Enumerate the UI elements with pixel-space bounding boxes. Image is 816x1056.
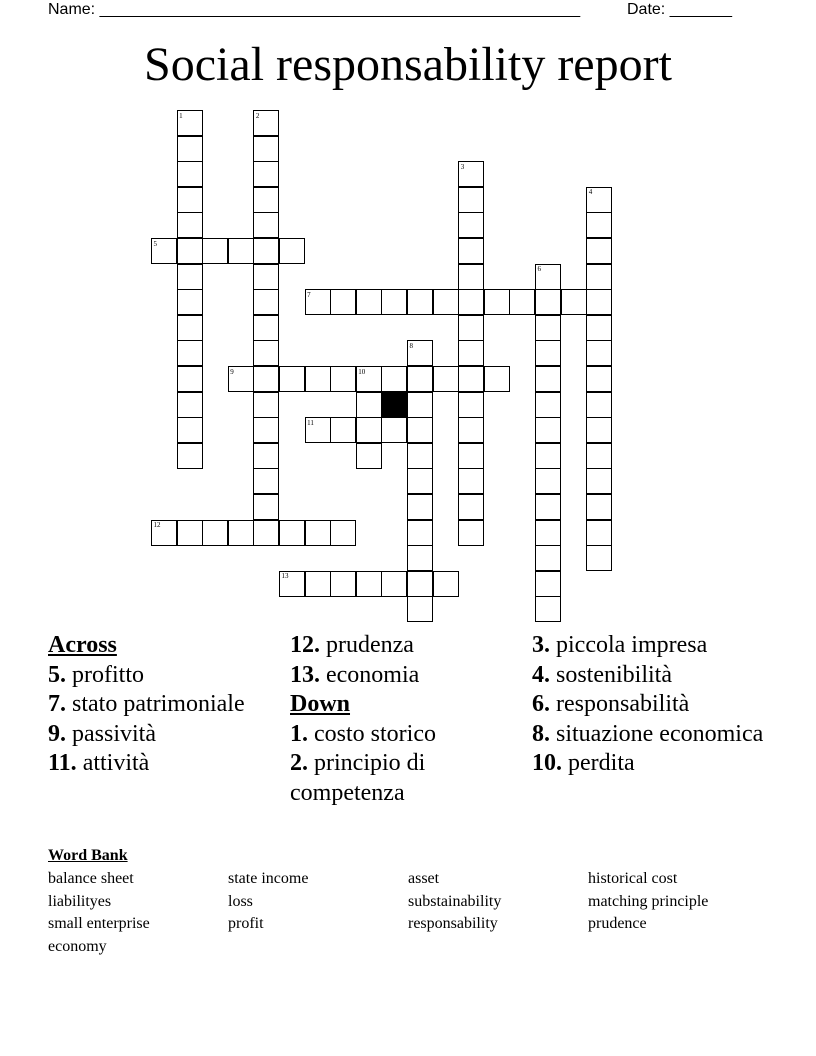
word-bank-item: responsability (408, 915, 498, 932)
clue-number-label: 6. (532, 691, 550, 717)
clue-item (48, 661, 278, 691)
word-bank-item: prudence (588, 915, 647, 932)
grid-cell[interactable] (228, 520, 254, 546)
word-bank-item: balance sheet (48, 870, 134, 887)
clue-number-label: 10. (532, 750, 562, 776)
grid-cell[interactable] (407, 289, 433, 315)
clue-number-label: 3. (532, 632, 550, 658)
grid-cell[interactable] (586, 494, 612, 520)
clue-text: piccola impresa (550, 632, 708, 658)
grid-cell[interactable] (458, 366, 484, 392)
date-field-label: Date: _______ (627, 1, 732, 18)
grid-cell[interactable] (330, 417, 356, 443)
word-bank-item: loss (228, 892, 253, 910)
clue-number-label: 7. (48, 691, 66, 717)
clue-number: 5 (153, 239, 157, 248)
clue-item (290, 661, 520, 691)
grid-cell[interactable] (458, 340, 484, 366)
grid-cell[interactable] (535, 417, 561, 443)
grid-cell[interactable] (535, 392, 561, 418)
clue-text: stato patrimoniale (66, 691, 245, 717)
clue-number: 11 (307, 418, 314, 427)
grid-cell[interactable] (586, 417, 612, 443)
grid-cell[interactable] (177, 340, 203, 366)
clue-item (290, 749, 520, 808)
grid-cell[interactable] (535, 520, 561, 546)
grid-cell[interactable] (253, 468, 279, 494)
grid-cell[interactable] (177, 417, 203, 443)
grid-cell[interactable] (253, 340, 279, 366)
grid-cell[interactable] (279, 520, 305, 546)
grid-cell[interactable] (586, 212, 612, 238)
grid-cell[interactable] (535, 366, 561, 392)
clue-number-label: 13. (290, 661, 320, 688)
grid-cell[interactable] (356, 571, 382, 597)
grid-cell[interactable] (381, 417, 407, 443)
grid-cell[interactable] (253, 264, 279, 290)
word-bank-item: matching principle (588, 892, 709, 910)
clue-item (48, 720, 278, 750)
grid-cell[interactable] (279, 238, 305, 264)
clue-text: profitto (66, 661, 144, 688)
grid-cell[interactable] (535, 545, 561, 571)
grid-cell[interactable] (586, 468, 612, 494)
clue-number: 10 (358, 367, 366, 376)
clue-number-label: 12. (290, 632, 320, 658)
grid-cell[interactable] (407, 494, 433, 520)
grid-cell[interactable] (458, 264, 484, 290)
grid-cell[interactable] (458, 520, 484, 546)
clue-number: 3 (460, 162, 465, 171)
grid-cell[interactable] (484, 289, 510, 315)
grid-cell[interactable] (305, 571, 331, 597)
clue-heading: Across (48, 632, 117, 658)
clue-text: sostenibilità (550, 661, 672, 688)
grid-cell[interactable] (330, 520, 356, 546)
grid-cell[interactable] (253, 443, 279, 469)
clue-number: 4 (588, 188, 593, 197)
black-cell (381, 392, 407, 418)
clue-number: 7 (307, 290, 311, 299)
grid-cell[interactable] (177, 264, 203, 290)
grid-cell[interactable] (586, 520, 612, 546)
grid-cell[interactable] (458, 212, 484, 238)
grid-cell[interactable] (356, 392, 382, 418)
grid-cell[interactable] (535, 340, 561, 366)
page-title: Social responsability report (144, 38, 672, 91)
word-bank-item: small enterprise (48, 915, 150, 932)
grid-cell[interactable] (458, 289, 484, 315)
clue-number-label: 2. (290, 750, 308, 776)
grid-cell[interactable] (458, 468, 484, 494)
grid-cell[interactable] (535, 443, 561, 469)
grid-cell[interactable] (407, 520, 433, 546)
grid-cell[interactable] (535, 494, 561, 520)
word-bank-item: state income (228, 870, 309, 887)
grid-cell[interactable] (561, 289, 587, 315)
grid-cell[interactable] (177, 289, 203, 315)
grid-cell[interactable] (356, 443, 382, 469)
grid-cell[interactable] (586, 392, 612, 418)
grid-cell[interactable] (407, 468, 433, 494)
grid-cell[interactable] (202, 520, 228, 546)
clue-text: responsabilità (550, 691, 690, 717)
grid-cell[interactable] (433, 571, 459, 597)
grid-cell[interactable] (330, 571, 356, 597)
grid-cell[interactable] (253, 212, 279, 238)
grid-cell[interactable] (356, 289, 382, 315)
clue-number-label: 5. (48, 661, 66, 688)
word-bank-item: substainability (408, 892, 502, 910)
clue-number: 2 (255, 111, 260, 120)
grid-cell[interactable] (535, 315, 561, 341)
grid-cell[interactable] (586, 315, 612, 341)
clues-column-2 (290, 631, 520, 808)
grid-cell[interactable] (253, 136, 279, 162)
grid-cell[interactable] (433, 289, 459, 315)
clue-number: 12 (153, 521, 161, 530)
grid-cell[interactable] (202, 238, 228, 264)
word-bank-item: liabilityes (48, 892, 112, 910)
grid-cell[interactable] (586, 340, 612, 366)
grid-cell[interactable] (586, 443, 612, 469)
grid-cell[interactable] (253, 238, 279, 264)
grid-cell[interactable] (253, 494, 279, 520)
clue-number-label: 1. (290, 720, 308, 747)
grid-cell[interactable] (433, 366, 459, 392)
grid-cell[interactable] (305, 520, 331, 546)
clue-number: 6 (537, 265, 541, 274)
word-bank-item: historical cost (588, 870, 678, 887)
grid-cell[interactable] (253, 520, 279, 546)
grid-cell[interactable] (407, 443, 433, 469)
grid-cell[interactable] (177, 187, 203, 213)
grid-cell[interactable] (458, 187, 484, 213)
grid-cell[interactable] (305, 366, 331, 392)
grid-cell[interactable] (279, 366, 305, 392)
clue-text: situazione economica (550, 720, 764, 747)
grid-cell[interactable] (407, 366, 433, 392)
grid-cell[interactable] (458, 315, 484, 341)
grid-cell[interactable] (458, 417, 484, 443)
clue-number: 9 (230, 367, 234, 376)
grid-cell[interactable] (253, 417, 279, 443)
clue-text: perdita (562, 750, 635, 776)
grid-cell[interactable] (253, 366, 279, 392)
grid-cell[interactable] (381, 571, 407, 597)
grid-cell[interactable] (586, 289, 612, 315)
grid-cell[interactable] (407, 417, 433, 443)
grid-cell[interactable] (586, 238, 612, 264)
grid-cell[interactable] (177, 238, 203, 264)
grid-cell[interactable] (356, 417, 382, 443)
grid-cell[interactable] (253, 392, 279, 418)
grid-cell[interactable] (253, 289, 279, 315)
grid-cell[interactable] (177, 315, 203, 341)
grid-cell[interactable] (586, 545, 612, 571)
grid-cell[interactable] (458, 238, 484, 264)
grid-cell[interactable] (535, 289, 561, 315)
word-bank-title: Word Bank (48, 847, 128, 864)
clue-number-label: 11. (48, 750, 77, 776)
grid-cell[interactable] (407, 596, 433, 622)
grid-cell[interactable] (177, 136, 203, 162)
clue-item (532, 661, 772, 691)
clue-item (290, 631, 520, 661)
grid-cell[interactable] (407, 571, 433, 597)
grid-cell[interactable] (535, 596, 561, 622)
grid-cell[interactable] (228, 238, 254, 264)
grid-cell[interactable] (177, 212, 203, 238)
grid-cell[interactable] (381, 366, 407, 392)
grid-cell[interactable] (177, 392, 203, 418)
name-field-label: Name: ______________________________________________________ (48, 1, 581, 18)
grid-cell[interactable] (177, 366, 203, 392)
grid-cell[interactable] (535, 571, 561, 597)
word-bank-item: economy (48, 937, 107, 955)
clue-number-label: 9. (48, 720, 66, 747)
clues-column-3 (532, 631, 772, 779)
grid-cell[interactable] (458, 443, 484, 469)
clue-item (48, 749, 278, 779)
grid-cell[interactable] (586, 366, 612, 392)
grid-cell[interactable] (330, 366, 356, 392)
clues-column-1 (48, 631, 278, 779)
clue-item (532, 749, 772, 779)
clue-text: economia (320, 661, 420, 688)
grid-cell[interactable] (253, 315, 279, 341)
grid-cell[interactable] (535, 468, 561, 494)
clue-text: principio di competenza (290, 750, 426, 806)
grid-cell[interactable] (509, 289, 535, 315)
clue-text: attività (76, 750, 150, 776)
grid-cell[interactable] (330, 289, 356, 315)
word-bank-item: asset (408, 870, 440, 887)
clue-item (532, 690, 772, 720)
clue-text: costo storico (308, 720, 436, 747)
grid-cell[interactable] (253, 161, 279, 187)
clue-number: 1 (179, 111, 183, 120)
clue-item (290, 720, 520, 750)
grid-cell[interactable] (177, 443, 203, 469)
grid-cell[interactable] (177, 520, 203, 546)
word-bank-item: profit (228, 915, 264, 932)
clue-number-label: 8. (532, 720, 550, 747)
clue-number: 13 (281, 572, 289, 581)
grid-cell[interactable] (177, 161, 203, 187)
grid-cell[interactable] (253, 187, 279, 213)
grid-cell[interactable] (381, 289, 407, 315)
grid-cell[interactable] (407, 392, 433, 418)
clue-item (48, 690, 278, 720)
grid-cell[interactable] (458, 494, 484, 520)
grid-cell[interactable] (407, 545, 433, 571)
clue-text: passività (66, 720, 156, 747)
grid-cell[interactable] (458, 392, 484, 418)
clue-item (532, 631, 772, 661)
clue-item (532, 720, 772, 750)
clue-number: 8 (409, 341, 413, 350)
grid-cell[interactable] (586, 264, 612, 290)
clue-number-label: 4. (532, 661, 550, 688)
clue-text: prudenza (320, 632, 414, 658)
grid-cell[interactable] (484, 366, 510, 392)
clue-heading: Down (290, 691, 351, 717)
